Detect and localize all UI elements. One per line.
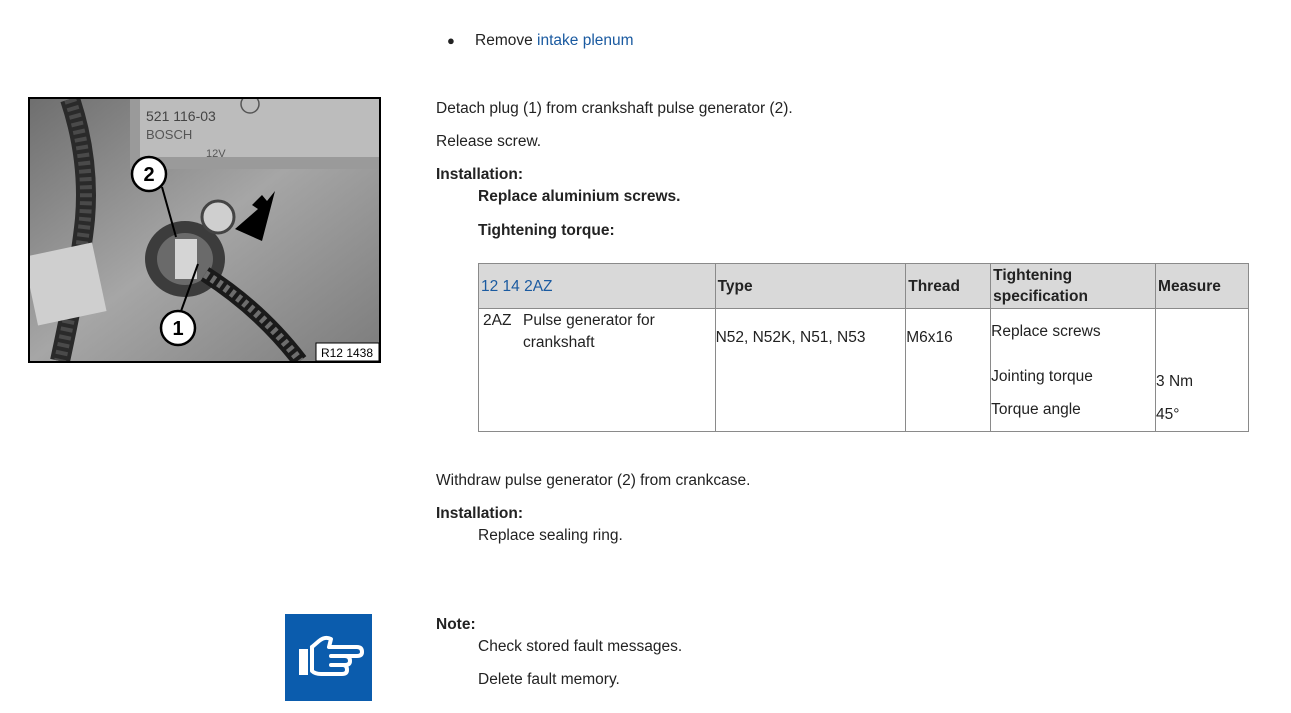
row-desc-line1: Pulse generator for xyxy=(523,312,655,329)
part-print-2: BOSCH xyxy=(146,127,193,142)
table-row xyxy=(479,309,1249,432)
cell-measure xyxy=(1156,309,1249,432)
bullet-marker: ● xyxy=(447,33,455,48)
cell-type: N52, N52K, N51, N53 xyxy=(715,309,906,432)
row-desc-line2: crankshaft xyxy=(523,334,595,351)
pointing-hand-icon xyxy=(285,614,372,701)
intake-plenum-link[interactable]: intake plenum xyxy=(537,32,634,49)
spec-replace-screws: Replace screws xyxy=(991,323,1101,340)
replace-sealing-ring: Replace sealing ring. xyxy=(478,527,623,544)
bullet-text: Remove xyxy=(475,32,538,49)
spec-jointing-torque: Jointing torque xyxy=(991,368,1093,385)
step-release-screw: Release screw. xyxy=(436,133,542,150)
step-withdraw: Withdraw pulse generator (2) from crankcase. xyxy=(436,472,751,489)
header-thread: Thread xyxy=(906,264,991,309)
header-measure: Measure xyxy=(1156,264,1249,309)
spec-torque-angle: Torque angle xyxy=(991,401,1081,418)
table-header-row xyxy=(479,264,1249,309)
tightening-torque-table xyxy=(478,263,1249,432)
figure-reference: R12 1438 xyxy=(320,346,374,360)
torque-code-link[interactable]: 12 14 2AZ xyxy=(481,277,553,295)
note-check-fault: Check stored fault messages. xyxy=(478,638,683,655)
part-print-3: 12V xyxy=(206,148,226,160)
row-code: 2AZ xyxy=(483,312,512,329)
replace-screws-text: Replace aluminium screws. xyxy=(478,188,681,205)
part-print-1: 521 116-03 xyxy=(146,108,216,124)
bullet-list-item xyxy=(447,32,634,50)
installation-heading: Installation: xyxy=(436,166,523,183)
measure-torque-angle: 45° xyxy=(1156,406,1180,423)
header-spec-line1: Tightening xyxy=(993,267,1073,284)
cell-spec xyxy=(991,309,1156,432)
installation-heading-2: Installation: xyxy=(436,505,523,522)
step-detach-plug: Detach plug (1) from crankshaft pulse generator (2). xyxy=(436,100,793,117)
note-heading: Note: xyxy=(436,616,476,633)
header-code xyxy=(479,264,716,309)
pulse-generator-figure xyxy=(28,97,381,363)
figure-image xyxy=(30,99,379,361)
callout-2-label: 2 xyxy=(143,164,155,186)
header-spec-line2: specification xyxy=(993,288,1088,305)
measure-jointing-torque: 3 Nm xyxy=(1156,373,1194,390)
tightening-torque-label: Tightening torque: xyxy=(478,222,615,239)
header-spec xyxy=(991,264,1156,309)
cell-thread: M6x16 xyxy=(906,309,991,432)
cell-code-desc xyxy=(479,309,716,432)
callout-1-label: 1 xyxy=(172,318,184,340)
header-type: Type xyxy=(715,264,906,309)
note-delete-fault: Delete fault memory. xyxy=(478,671,620,688)
